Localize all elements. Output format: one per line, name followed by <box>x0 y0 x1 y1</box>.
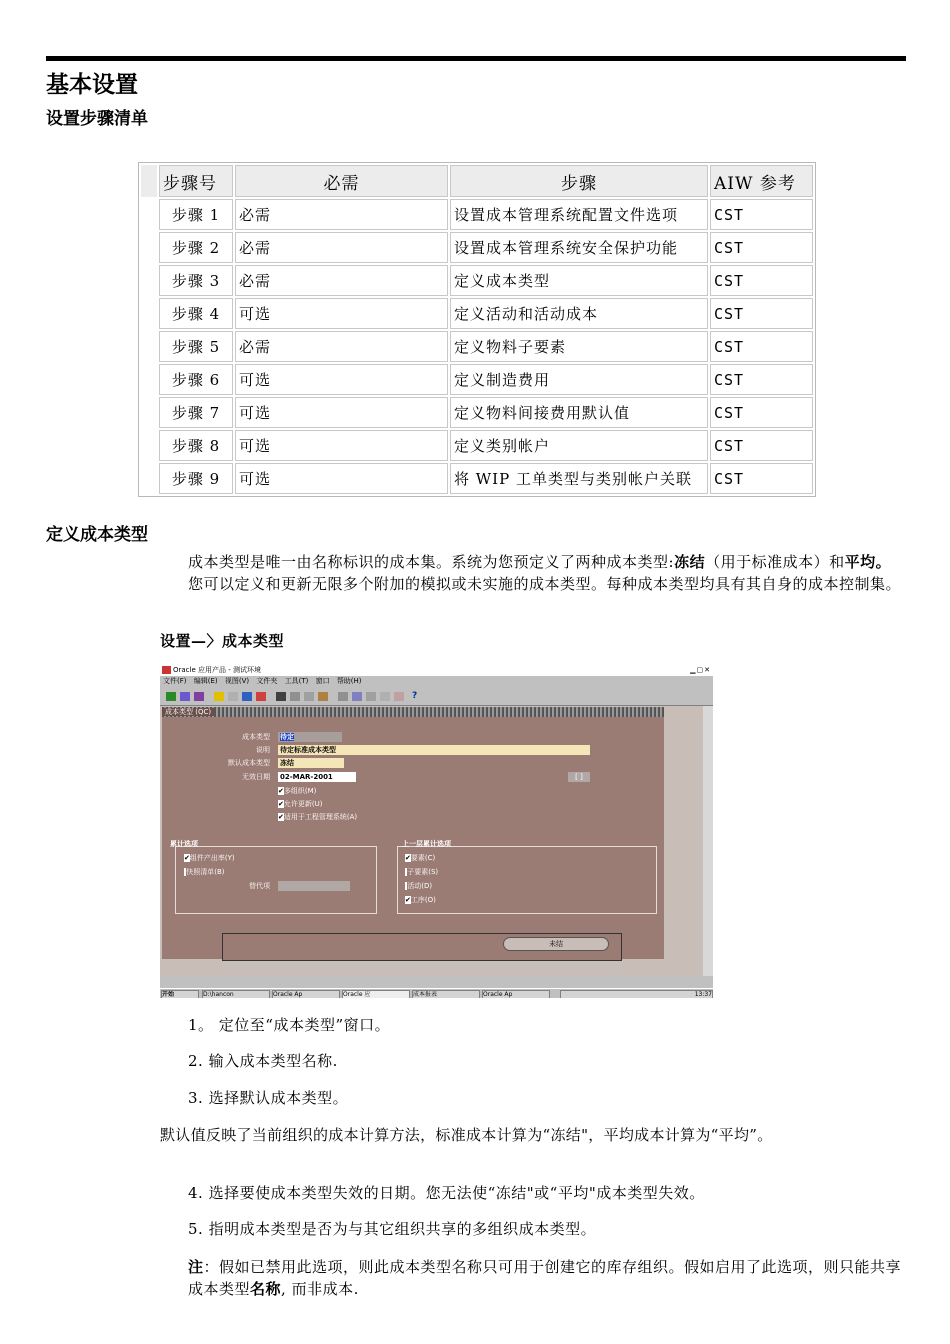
header-required: 必需 <box>235 165 448 197</box>
checkbox-operation[interactable]: ✔工序(O) <box>405 896 436 904</box>
open-button[interactable]: 未结 <box>503 937 609 951</box>
system-tray <box>560 990 713 998</box>
checkbox-component-yield[interactable]: ✔组件产出率(Y) <box>184 854 235 862</box>
menu-view[interactable]: 视图(V) <box>224 677 250 685</box>
cost-type-field[interactable]: 待定 <box>278 732 342 742</box>
cell-step: 定义物料子要素 <box>450 331 708 362</box>
cell-aiw: CST <box>710 331 813 362</box>
cell-step: 设置成本管理系统安全保护功能 <box>450 232 708 263</box>
cell-step-no: 步骤 6 <box>159 364 233 395</box>
cell-step-no: 步骤 4 <box>159 298 233 329</box>
header-aiw: AIW 参考 <box>710 165 813 197</box>
find-icon[interactable] <box>228 692 238 701</box>
steps-table <box>138 162 816 497</box>
cell-step: 定义活动和活动成本 <box>450 298 708 329</box>
taskbar-item-oracle-2[interactable]: Oracle 应 <box>342 990 410 998</box>
section-title: 定义成本类型 <box>46 525 148 545</box>
nav-path: 设置—〉成本类型 <box>160 632 285 650</box>
rollup-options-title: 累计选项 <box>170 840 198 848</box>
cell-aiw: CST <box>710 463 813 494</box>
default-cost-type-field[interactable]: 冻结 <box>278 758 344 768</box>
cost-type-window-screenshot <box>160 665 713 998</box>
table-row <box>141 463 813 494</box>
navigate-icon[interactable] <box>180 692 190 701</box>
alternate-field[interactable] <box>278 881 350 891</box>
cell-required: 可选 <box>235 463 448 494</box>
translate-icon[interactable] <box>380 692 390 701</box>
checkbox-allow-update[interactable]: ✔允许更新(U) <box>278 800 323 808</box>
table-row <box>141 232 813 263</box>
label-disable-date: 无效日期 <box>242 773 270 781</box>
table-row <box>141 397 813 428</box>
cell-step: 设置成本管理系统配置文件选项 <box>450 199 708 230</box>
checkbox-snapshot-bom[interactable]: 快照清单(B) <box>184 867 225 877</box>
start-button[interactable]: 开始 <box>161 990 199 998</box>
cell-step: 将 WIP 工单类型与类别帐户关联 <box>450 463 708 494</box>
cell-step: 定义成本类型 <box>450 265 708 296</box>
label-default-cost-type: 默认成本类型 <box>228 759 270 767</box>
checkbox-engineering[interactable]: ✔适用于工程管理系统(A) <box>278 813 358 821</box>
cell-step: 定义物料间接费用默认值 <box>450 397 708 428</box>
page-title: 基本设置 <box>46 71 138 98</box>
prev-level-rollup-title: 上一层累计选项 <box>402 840 451 848</box>
default-note: 默认值反映了当前组织的成本计算方法，标准成本计算为“冻结"，平均成本计算为“平均”。 <box>160 1126 773 1144</box>
taskbar <box>160 988 713 998</box>
zoom-icon[interactable] <box>194 692 204 701</box>
cell-step-no: 步骤 9 <box>159 463 233 494</box>
cell-aiw: CST <box>710 397 813 428</box>
delete-icon[interactable] <box>256 692 266 701</box>
oracle-logo-icon <box>162 666 171 674</box>
table-row <box>141 265 813 296</box>
step-3: 3. 选择默认成本类型。 <box>188 1089 349 1107</box>
table-row <box>141 298 813 329</box>
label-alternate: 替代项 <box>249 882 270 890</box>
step-1: 1。 定位至“成本类型”窗口。 <box>188 1016 391 1034</box>
new-record-icon[interactable] <box>242 692 252 701</box>
cell-step: 定义制造费用 <box>450 364 708 395</box>
cell-step-no: 步骤 7 <box>159 397 233 428</box>
subheading: 设置步骤清单 <box>46 109 148 129</box>
header-step-no: 步骤号 <box>159 165 233 197</box>
cell-step: 定义类别帐户 <box>450 430 708 461</box>
note-paragraph: 注：假如已禁用此选项，则此成本类型名称只可用于创建它的库存组织。假如启用了此选项，则只能共享成本类型名称, 而非成本. <box>188 1258 902 1298</box>
cell-required: 可选 <box>235 430 448 461</box>
table-row <box>141 199 813 230</box>
label-cost-type: 成本类型 <box>242 733 270 741</box>
folder-icon[interactable] <box>214 692 224 701</box>
save-icon[interactable] <box>166 692 176 701</box>
flex-field-icon[interactable]: [ ] <box>568 772 590 782</box>
taskbar-item-report[interactable]: 成本报表 <box>412 990 480 998</box>
cell-aiw: CST <box>710 232 813 263</box>
cell-required: 必需 <box>235 265 448 296</box>
cell-required: 可选 <box>235 397 448 428</box>
checkbox-activity[interactable]: 活动(D) <box>405 881 432 891</box>
cell-required: 可选 <box>235 364 448 395</box>
checkbox-multi-org[interactable]: ✔多组织(M) <box>278 787 317 795</box>
prev-level-rollup-group <box>397 846 657 914</box>
taskbar-item-oracle-1[interactable]: Oracle Ap <box>272 990 340 998</box>
copy-icon[interactable] <box>290 692 300 701</box>
cell-required: 可选 <box>235 298 448 329</box>
cell-required: 必需 <box>235 199 448 230</box>
cell-required: 必需 <box>235 331 448 362</box>
cell-aiw: CST <box>710 265 813 296</box>
clear-icon[interactable] <box>318 692 328 701</box>
cell-aiw: CST <box>710 298 813 329</box>
menu-edit[interactable]: 编辑(E) <box>193 677 218 685</box>
workspace-scrollbar[interactable] <box>703 706 713 976</box>
menu-file[interactable]: 文件(F) <box>163 677 187 685</box>
disable-date-field[interactable]: 02-MAR-2001 <box>278 772 356 782</box>
description-field[interactable]: 待定标准成本类型 <box>278 745 590 755</box>
taskbar-item-oracle-3[interactable]: Oracle Ap <box>482 990 550 998</box>
cell-required: 必需 <box>235 232 448 263</box>
menu-window[interactable]: 窗口 <box>315 677 330 685</box>
cut-icon[interactable] <box>276 692 286 701</box>
header-step: 步骤 <box>450 165 708 197</box>
table-row <box>141 364 813 395</box>
step-5: 5. 指明成本类型是否为与其它组织共享的多组织成本类型。 <box>188 1220 597 1238</box>
cell-step-no: 步骤 8 <box>159 430 233 461</box>
table-row <box>141 331 813 362</box>
intro-paragraph: 成本类型是唯一由名称标识的成本集。系统为您预定义了两种成本类型:冻结（用于标准成本）和平均。您可以定义和更新无限多个附加的模拟或未实施的成本类型。每种成本类型均具有其自身的成本控制集。 <box>188 553 902 593</box>
help-icon[interactable]: ? <box>412 691 418 701</box>
checkbox-sub-element[interactable]: 子要素(S) <box>405 867 438 877</box>
cell-aiw: CST <box>710 199 813 230</box>
checkbox-element[interactable]: ✔要素(C) <box>405 854 436 862</box>
label-description: 说明 <box>256 746 270 754</box>
toolbar <box>160 688 713 706</box>
menu-folder[interactable]: 文件夹 <box>256 677 278 685</box>
window-controls-icon[interactable]: ▁▢✕ <box>690 666 711 674</box>
cell-aiw: CST <box>710 364 813 395</box>
menu-bar <box>160 676 713 688</box>
cell-step-no: 步骤 2 <box>159 232 233 263</box>
form-titlebar: 成本类型 (QC) <box>162 707 664 717</box>
top-rule <box>46 56 906 61</box>
paste-icon[interactable] <box>304 692 314 701</box>
folder-tools-icon[interactable] <box>366 692 376 701</box>
menu-help[interactable]: 帮助(H) <box>336 677 362 685</box>
table-row <box>141 430 813 461</box>
cell-step-no: 步骤 3 <box>159 265 233 296</box>
app-titlebar: Oracle 应用产品 - 测试环境 ▁▢✕ <box>160 665 713 676</box>
window-icon[interactable] <box>394 692 404 701</box>
step-2: 2. 输入成本类型名称. <box>188 1052 338 1070</box>
cell-step-no: 步骤 5 <box>159 331 233 362</box>
clock: 13:37 <box>694 991 712 998</box>
cell-step-no: 步骤 1 <box>159 199 233 230</box>
edit-field-icon[interactable] <box>352 692 362 701</box>
menu-tools[interactable]: 工具(T) <box>284 677 309 685</box>
attachment-icon[interactable] <box>338 692 348 701</box>
step-4: 4. 选择要使成本类型失效的日期。您无法使“冻结"或“平均"成本类型失效。 <box>188 1184 705 1202</box>
cell-aiw: CST <box>710 430 813 461</box>
table-header-row <box>141 165 813 197</box>
taskbar-item-explorer[interactable]: D:\hancon <box>202 990 270 998</box>
